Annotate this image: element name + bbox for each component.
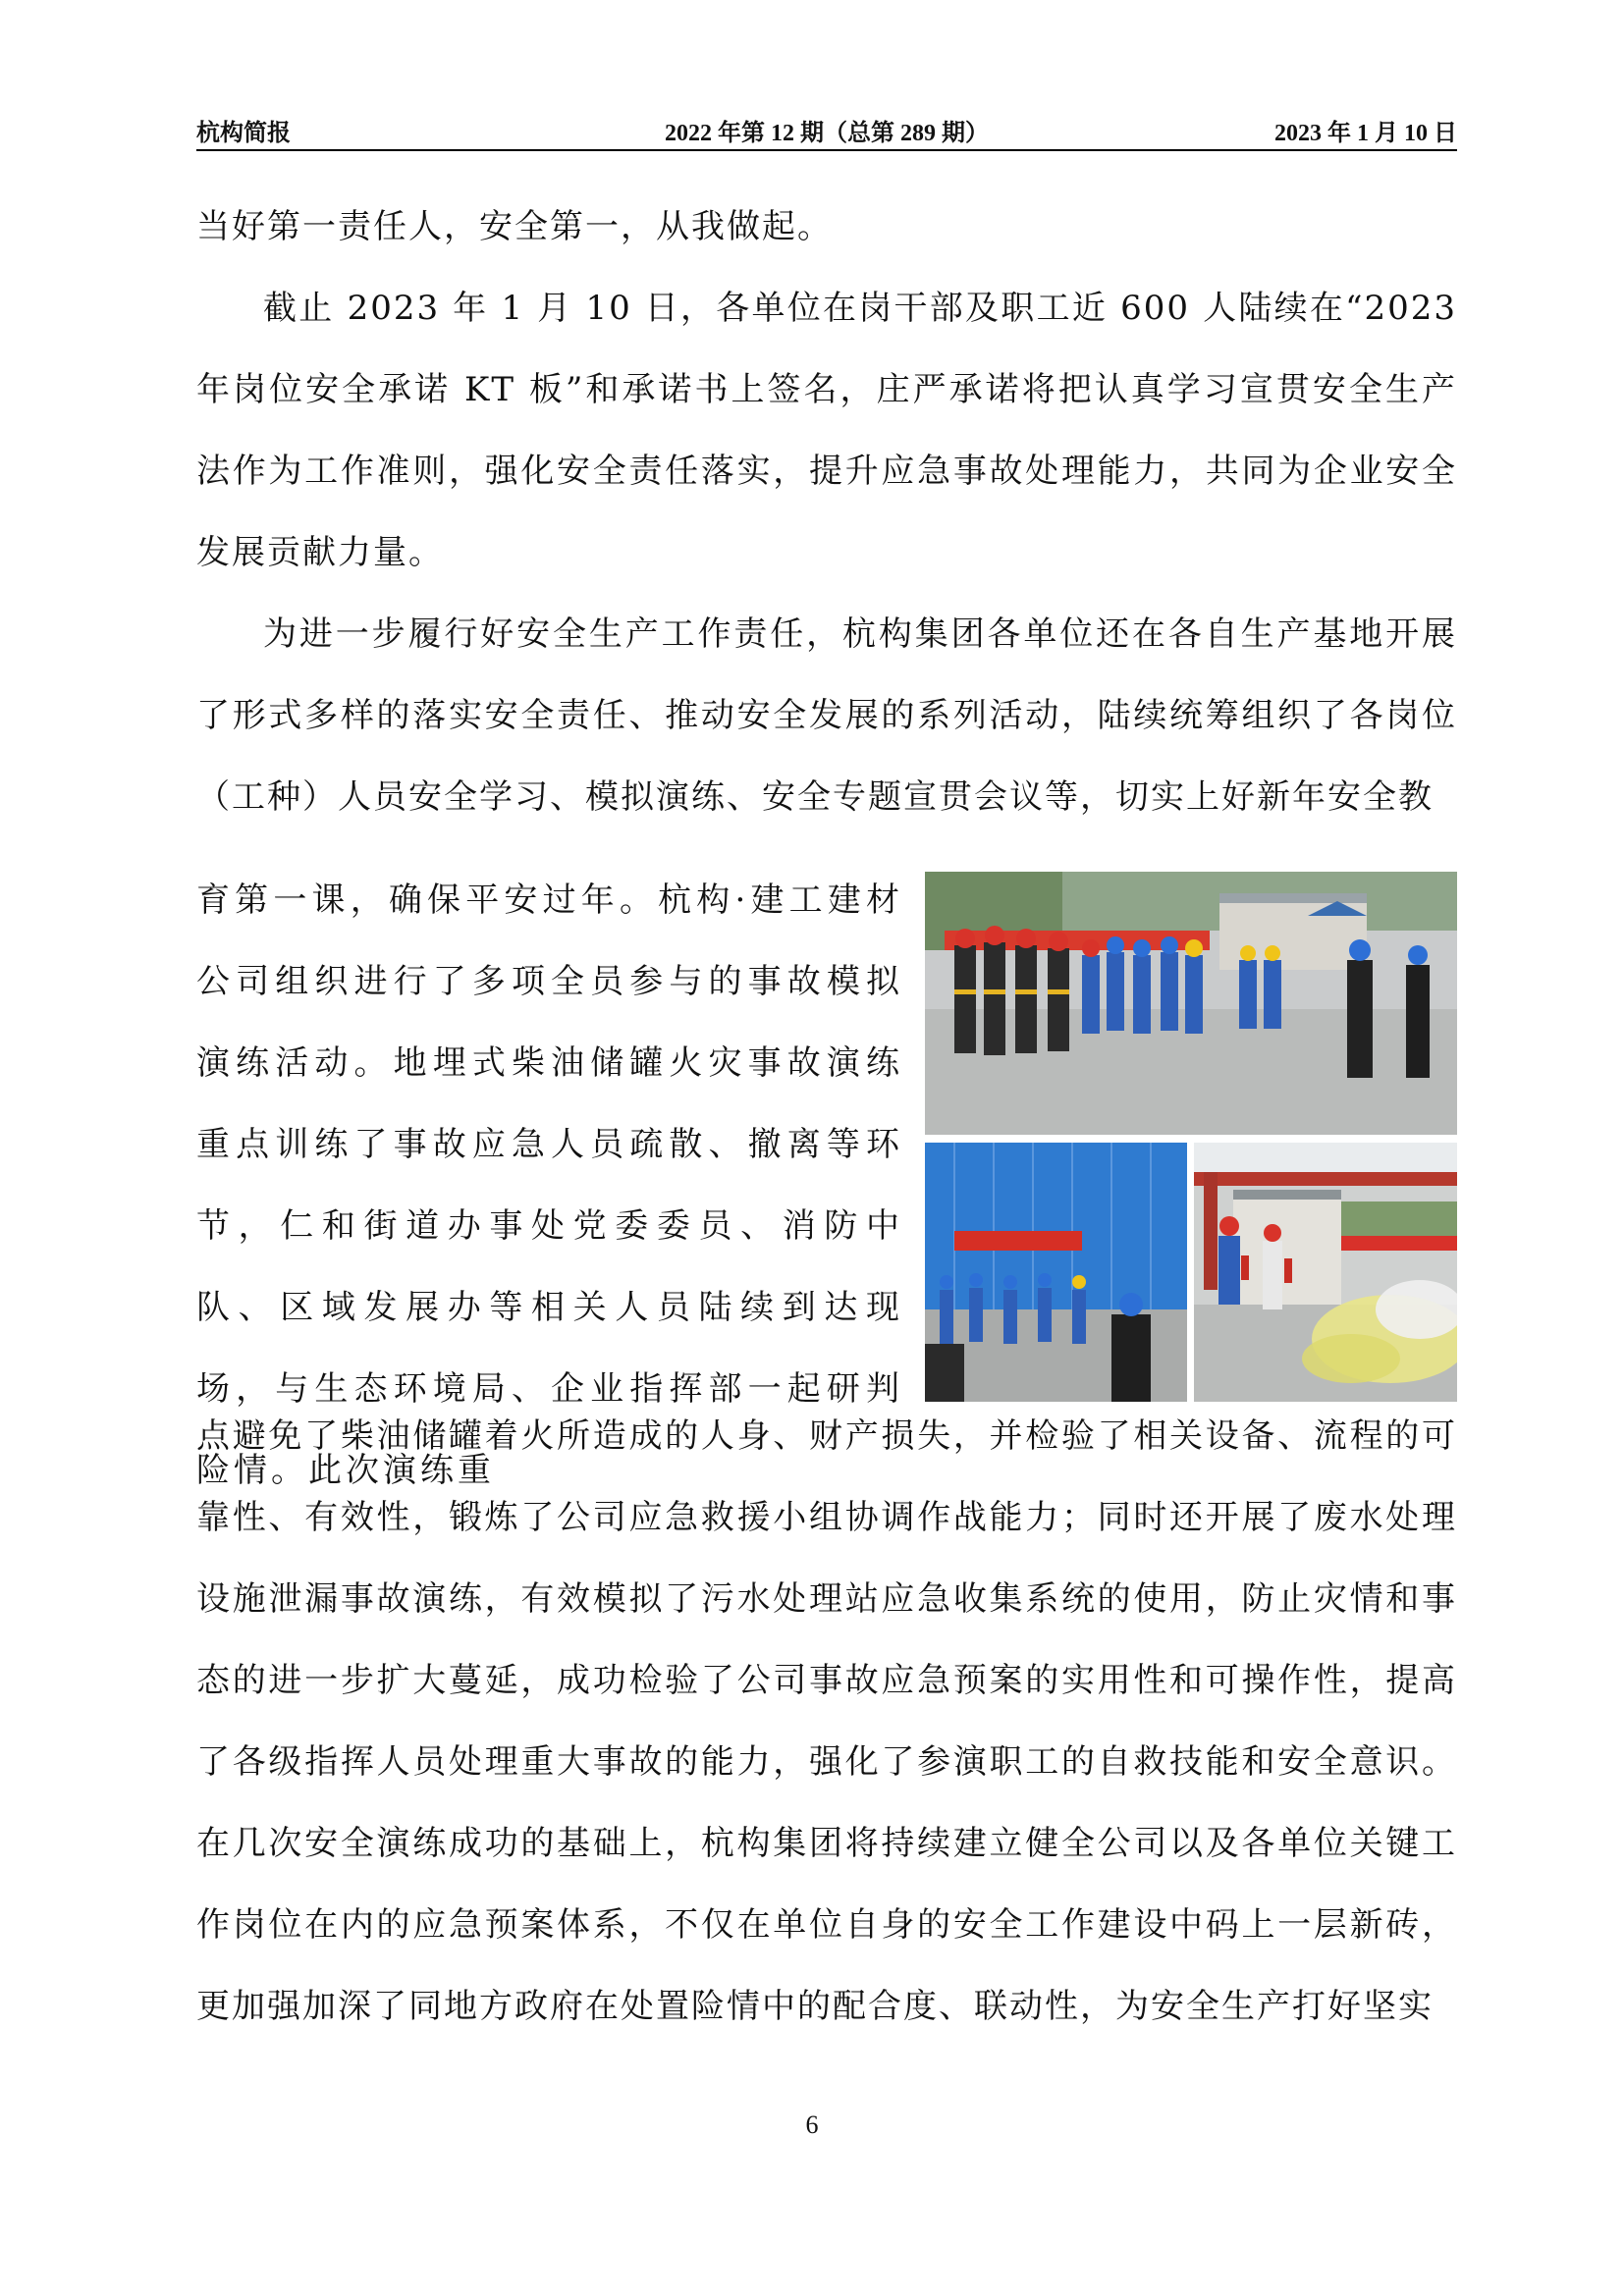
page-number: 6 xyxy=(805,2110,819,2139)
header-date: 2023 年 1 月 10 日 xyxy=(1274,121,1457,146)
article-body-bottom xyxy=(196,1396,1457,2048)
header-issue: 2022 年第 12 期（总第 289 期） xyxy=(665,121,989,146)
header-publication: 杭构简报 xyxy=(196,121,291,146)
paragraph-drill-outcome: 点避免了柴油储罐着火所造成的人身、财产损失，并检验了相关设备、流程的可靠性、有效性，锻炼了公司应急救援小组协调作战能力；同时还开展了废水处理设施泄漏事故演练，有效模拟了污水处理站应急收集系统的使用，防止灾情和事态的进一步扩大蔓延，成功检验了公司事故应急预案的实用性和可操作性，提高了各级指挥人员处理重大事故的能力，强化了参演职工的自救技能和安全意识。在几次安全演练成功的基础上，杭构集团将持续建立健全公司以及各单位关键工作岗位在内的应急预案体系，不仅在单位自身的安全工作建设中码上一层新砖，更加强加深了同地方政府在处置险情中的配合度、联动性，为安全生产打好坚实 xyxy=(196,1416,1457,2026)
drill-photo-extinguisher xyxy=(1194,1143,1457,1402)
paragraph-activities-intro: 为进一步履行好安全生产工作责任，杭构集团各单位还在各自生产基地开展了形式多样的落实安全责任、推动安全发展的系列活动，陆续统筹组织了各岗位（工种）人员安全学习、模拟演练、安全专题宣贯会议等，切实上好新年安全教 xyxy=(196,614,1457,817)
paragraph-drill-detail: 育第一课，确保平安过年。杭构·建工建材公司组织进行了多项全员参与的事故模拟演练活动。地埋式柴油储罐火灾事故演练重点训练了事故应急人员疏散、撤离等环节，仁和街道办事处党委委员、消防中队、区域发展办等相关人员陆续到达现场，与生态环境局、企业指挥部一起研判险情。此次演练重 xyxy=(196,881,903,1490)
drill-photo-lineup xyxy=(925,872,1457,1135)
paragraph-continuation: 当好第一责任人，安全第一，从我做起。 xyxy=(196,207,833,246)
paragraph-signing: 截止 2023 年 1 月 10 日，各单位在岗干部及职工近 600 人陆续在“2023 年岗位安全承诺 KT 板”和承诺书上签名，庄严承诺将把认真学习宣贯安全生产法作为工作准则，强化安全责任落实，提升应急事故处理能力，共同为企业安全发展贡献力量。 xyxy=(196,289,1457,572)
header-divider xyxy=(196,149,1457,151)
article-body-top xyxy=(196,187,1457,838)
drill-photo-banner xyxy=(925,1143,1187,1402)
page-header xyxy=(196,113,1457,154)
